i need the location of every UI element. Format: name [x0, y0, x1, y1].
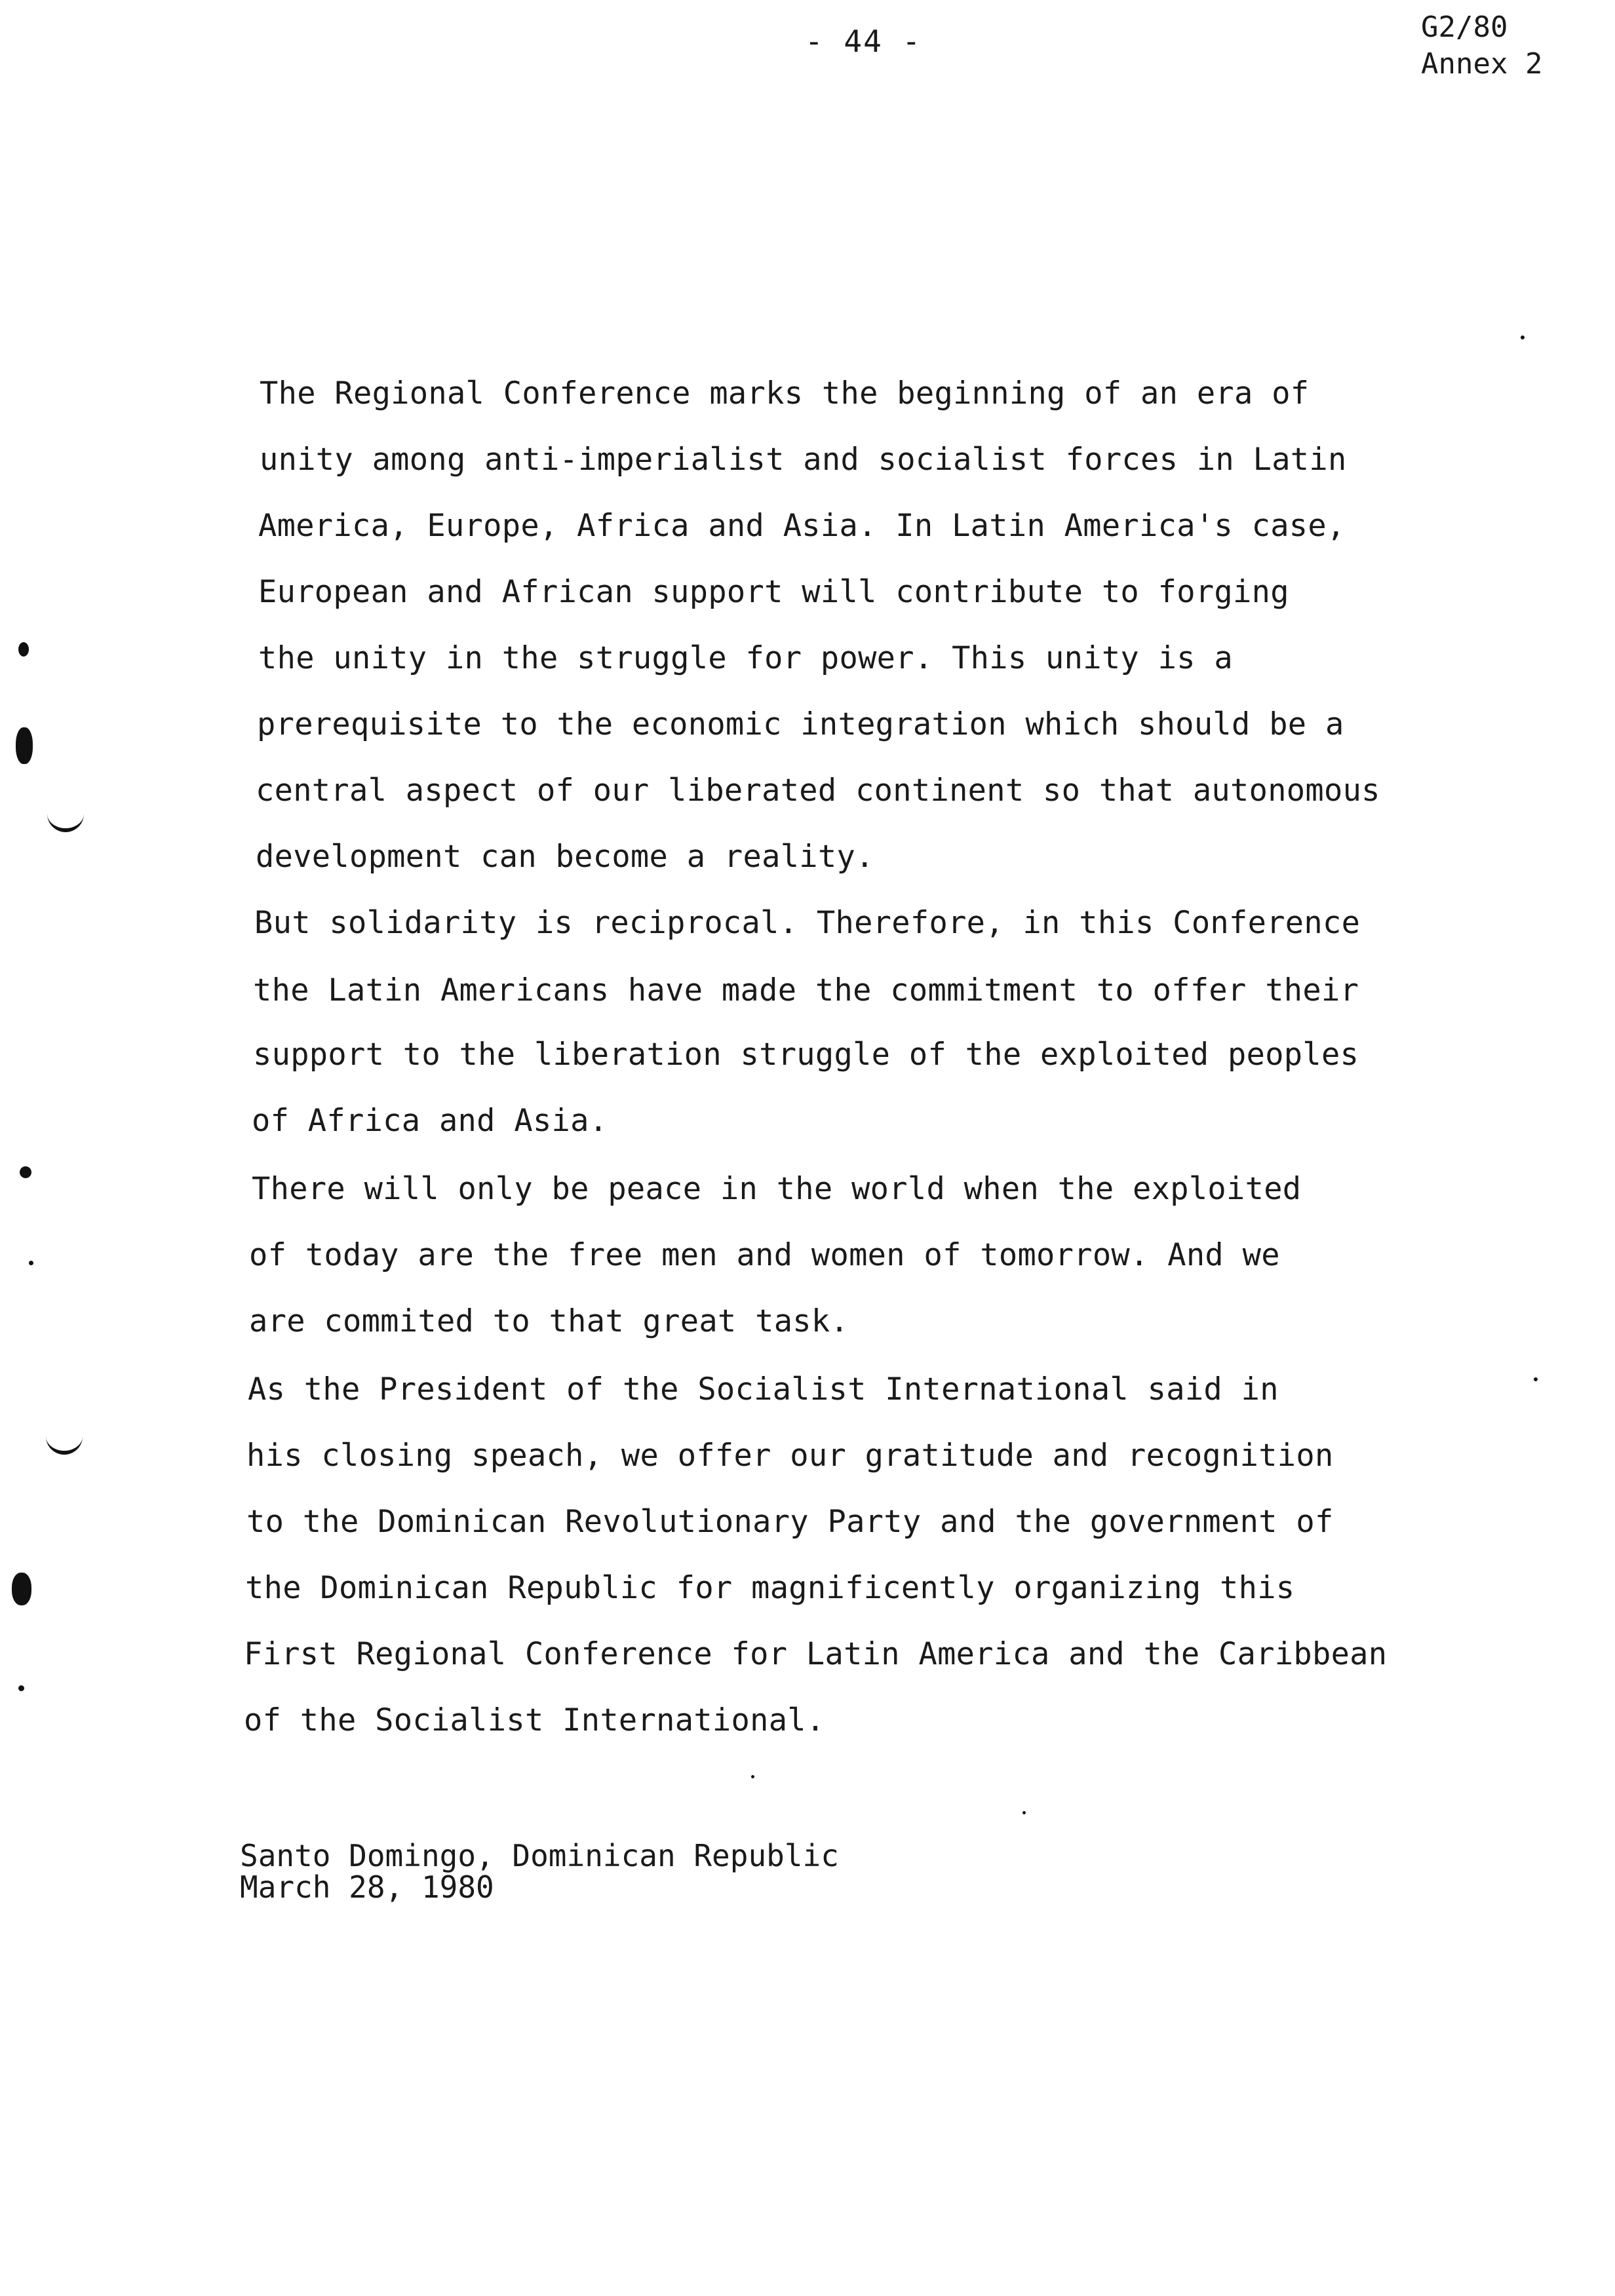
body-line: There will only be peace in the world when the exploited: [252, 1171, 1302, 1207]
scan-speck: [1521, 335, 1525, 339]
body-line: prerequisite to the economic integration which should be a: [257, 706, 1344, 742]
body-line: of the Socialist International.: [244, 1702, 825, 1738]
body-line: unity among anti-imperialist and socialist forces in Latin: [260, 442, 1347, 478]
scan-speck: [29, 1261, 33, 1265]
body-line: are commited to that great task.: [249, 1303, 849, 1339]
body-line: to the Dominican Revolutionary Party and the government of: [246, 1504, 1334, 1540]
body-line: the unity in the struggle for power. This unity is a: [258, 640, 1234, 676]
signoff: [240, 1840, 839, 1903]
punch-hole-mark: [47, 799, 84, 832]
scan-speck: [1534, 1377, 1538, 1381]
scan-speck: [18, 642, 29, 657]
punch-hole-mark: [46, 1422, 83, 1455]
body-line: As the President of the Socialist International said in: [248, 1371, 1279, 1407]
body-line: development can become a reality.: [256, 839, 874, 875]
scan-speck: [12, 1573, 31, 1605]
body-line: support to the liberation struggle of the exploited peoples: [253, 1037, 1359, 1073]
body-line: of Africa and Asia.: [252, 1103, 608, 1139]
signoff-place: Santo Domingo, Dominican Republic: [240, 1838, 839, 1873]
document-reference: [1421, 9, 1542, 83]
body-line: The Regional Conference marks the beginning of an era of: [260, 375, 1310, 411]
signoff-date: March 28, 1980: [240, 1869, 494, 1905]
scan-speck: [18, 1685, 24, 1691]
annex-label: Annex 2: [1421, 47, 1543, 81]
body-line: the Latin Americans have made the commitment to offer their: [253, 972, 1359, 1008]
body-line: First Regional Conference for Latin America and the Caribbean: [244, 1636, 1388, 1672]
page-number: - 44 -: [805, 24, 922, 59]
body-line: European and African support will contribute to forging: [258, 574, 1289, 610]
body-line: the Dominican Republic for magnificently organizing this: [245, 1570, 1295, 1606]
scan-speck: [1022, 1811, 1026, 1814]
scan-speck: [751, 1775, 754, 1778]
body-line: of today are the free men and women of tomorrow. And we: [249, 1237, 1280, 1273]
body-line: central aspect of our liberated continent so that autonomous: [256, 773, 1380, 809]
body-line: But solidarity is reciprocal. Therefore, in this Conference: [254, 905, 1361, 941]
body-line: America, Europe, Africa and Asia. In Latin America's case,: [258, 508, 1346, 544]
reference-code: G2/80: [1421, 10, 1508, 44]
body-line: his closing speach, we offer our gratitude and recognition: [246, 1438, 1334, 1474]
scan-speck: [16, 727, 33, 764]
scan-speck: [20, 1166, 31, 1178]
